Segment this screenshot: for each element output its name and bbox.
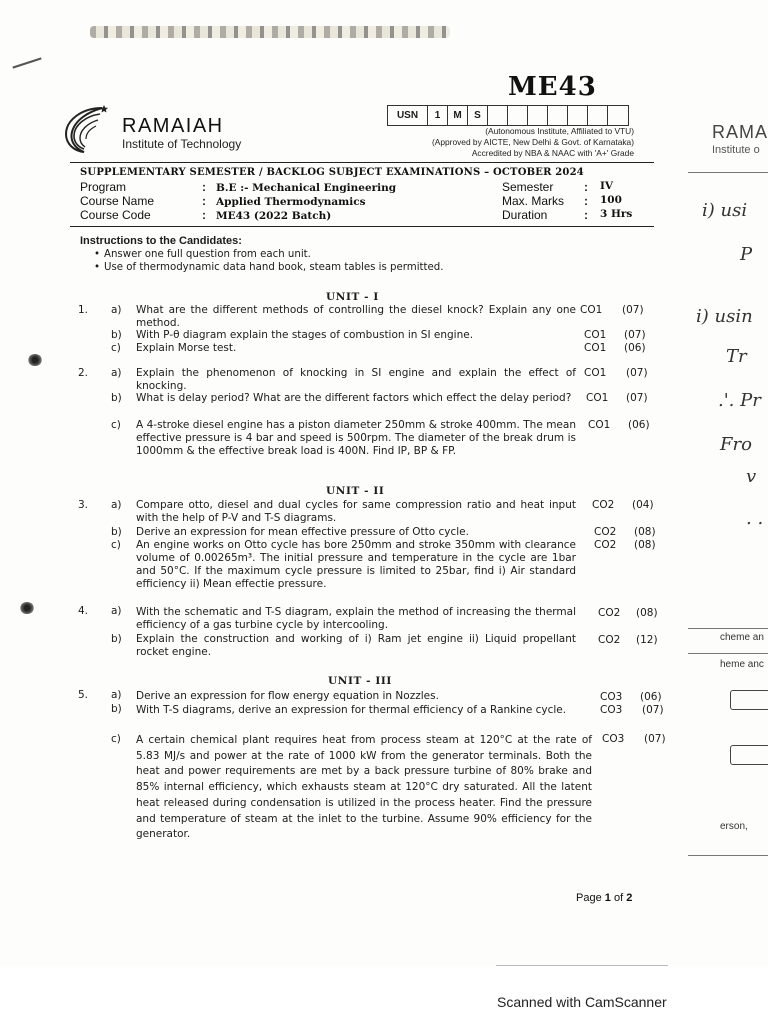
question-number: 1. — [78, 304, 89, 316]
usn-cell — [568, 106, 588, 125]
course-outcome: CO3 — [600, 704, 623, 716]
course-outcome: CO2 — [594, 539, 617, 551]
usn-cell — [508, 106, 528, 125]
part-label: a) — [111, 304, 122, 316]
course-outcome: CO1 — [584, 342, 607, 354]
institute-subtitle: Institute of Technology — [122, 137, 242, 151]
course-outcome: CO2 — [598, 634, 621, 646]
page-number — [576, 892, 632, 904]
question-text: Explain the phenomenon of knocking in SI engine and explain the effect of knocking. — [136, 367, 576, 392]
bleed-handwriting: Tr — [726, 346, 747, 367]
scanner-watermark: Scanned with CamScanner — [497, 994, 667, 1010]
marks: (07) — [642, 704, 664, 716]
colon: : — [584, 180, 588, 194]
marks: (06) — [624, 342, 646, 354]
instructions-heading: Instructions to the Candidates: — [80, 235, 242, 247]
page-label: Page — [576, 892, 602, 904]
bleed-fragment: cheme an — [720, 632, 764, 643]
bleed-handwriting: . . — [746, 508, 764, 529]
marks: (06) — [628, 419, 650, 431]
max-marks-label: Max. Marks — [502, 194, 565, 208]
ramaiah-logo-icon — [62, 104, 110, 154]
question-text: With T-S diagrams, derive an expression for thermal efficiency of a Rankine cycle. — [136, 704, 567, 716]
exam-title: SUPPLEMENTARY SEMESTER / BACKLOG SUBJECT EXAMINATIONS – OCTOBER 2024 — [80, 167, 584, 178]
question-number: 5. — [78, 689, 89, 701]
usn-box — [387, 105, 629, 126]
bleed-rule — [688, 172, 768, 173]
part-label: c) — [111, 539, 121, 551]
marks: (08) — [634, 526, 656, 538]
course-name-value: Applied Thermodynamics — [216, 196, 366, 208]
question-number: 3. — [78, 499, 89, 511]
part-label: c) — [111, 419, 121, 431]
question-text: A certain chemical plant requires heat from process steam at 120°C at the rate of 5.83 MJ/s and power at the rate of 1000 kW from the generator terminals. Both the heat and power requirements are met by a back pressure turbine of 80% brake and 85% internal efficiency, which exhausts steam at 120°C dry saturated. All the latent heat released during condensation is utilized in the process heater. Find the pressure and temperature of steam at the inlet to the turbine. Assume 90% efficiency for the generator. — [136, 734, 592, 841]
question-text: Compare otto, diesel and dual cycles for same compression ratio and heat input with the help of P-V and T-S diagrams. — [136, 499, 576, 524]
question-text: With P-θ diagram explain the stages of combustion in SI engine. — [136, 329, 474, 341]
usn-cell — [528, 106, 548, 125]
header-divider — [70, 162, 654, 163]
pen-mark — [12, 57, 41, 68]
marks: (07) — [626, 392, 648, 404]
marks: (12) — [636, 634, 658, 646]
bleed-rule — [688, 653, 768, 654]
colon: : — [584, 194, 588, 208]
next-page-bleed — [684, 0, 768, 980]
semester-value: IV — [600, 180, 614, 192]
bleed-logo-text: RAMA — [712, 122, 768, 142]
colon: : — [202, 180, 206, 194]
bleed-fragment: erson, — [720, 821, 748, 832]
course-code-label: Course Code — [80, 208, 151, 222]
bleed-handwriting: .'. Pr — [718, 390, 761, 411]
usn-cell — [548, 106, 568, 125]
accreditation-line: (Autonomous Institute, Affiliated to VTU) — [485, 126, 634, 136]
accreditation-line: (Approved by AICTE, New Delhi & Govt. of Karnataka) — [431, 137, 634, 147]
course-outcome: CO3 — [600, 691, 623, 703]
bleed-logo-subtitle: Institute o — [712, 144, 760, 156]
question-text: An engine works on Otto cycle has bore 250mm and stroke 350mm with clearance volume of 0.00265m³. The initial pressure and temperature in the cycle are 1bar and 50°C. If the maximum cycle pressure is limited to 25bar, find i) Air standard efficiency ii) Mean effectie pressure. — [136, 539, 576, 590]
marks: (04) — [632, 499, 654, 511]
page-total: 2 — [626, 892, 633, 904]
bleed-box — [730, 745, 768, 765]
marks: (07) — [626, 367, 648, 379]
course-code-large: ME43 — [508, 72, 597, 102]
instruction-item: • Use of thermodynamic data hand book, steam tables is permitted. — [104, 262, 444, 273]
part-label: c) — [111, 342, 121, 354]
question-text: Explain the construction and working of i) Ram jet engine ii) Liquid propellant rocket engine. — [136, 633, 576, 658]
usn-label: USN — [388, 106, 428, 125]
usn-cell: 1 — [428, 106, 448, 125]
program-label: Program — [80, 180, 127, 194]
marks: (06) — [640, 691, 662, 703]
usn-cell — [488, 106, 508, 125]
unit-heading: UNIT - II — [326, 485, 385, 497]
part-label: b) — [111, 703, 122, 715]
colon: : — [584, 208, 588, 222]
bleed-handwriting: Fro — [720, 434, 752, 455]
duration-label: Duration — [502, 208, 548, 222]
marks: (08) — [636, 607, 658, 619]
part-label: b) — [111, 392, 122, 404]
question-number: 2. — [78, 367, 89, 379]
question-text: Explain Morse test. — [136, 342, 237, 354]
punch-hole — [28, 354, 42, 366]
question-text: A 4-stroke diesel engine has a piston diameter 250mm & stroke 400mm. The mean effective pressure is 4 bar and speed is 500rpm. The diameter of the break drum is 1000mm & the effective break load is 400N. Find IP, BP & FP. — [136, 419, 576, 457]
question-text: What is delay period? What are the different factors which effect the delay period? — [136, 392, 572, 404]
bleed-handwriting: P — [740, 244, 753, 265]
course-outcome: CO2 — [598, 607, 621, 619]
course-code-value: ME43 (2022 Batch) — [216, 210, 332, 222]
marks: (08) — [634, 539, 656, 551]
question-text: With the schematic and T-S diagram, explain the method of increasing the thermal efficiency of a gas turbine cycle by intercooling. — [136, 606, 576, 631]
max-marks-value: 100 — [600, 194, 622, 206]
page-of: of — [613, 892, 624, 904]
course-outcome: CO2 — [594, 526, 617, 538]
accreditation-text — [402, 126, 634, 159]
question-text: Derive an expression for mean effective pressure of Otto cycle. — [136, 526, 469, 538]
part-label: a) — [111, 689, 122, 701]
bleed-fragment: heme anc — [720, 659, 764, 670]
question-text: Derive an expression for flow energy equation in Nozzles. — [136, 690, 439, 702]
bleed-rule — [688, 855, 768, 856]
part-label: a) — [111, 367, 122, 379]
part-label: b) — [111, 633, 122, 645]
semester-label: Semester — [502, 180, 554, 194]
course-name-label: Course Name — [80, 194, 155, 208]
bleed-handwriting: i) usi — [702, 200, 748, 221]
usn-cell: M — [448, 106, 468, 125]
colon: : — [202, 208, 206, 222]
bleed-handwriting: i) usin — [696, 306, 753, 327]
institute-name: RAMAIAH — [122, 115, 224, 137]
meta-divider — [70, 226, 654, 227]
punch-hole — [20, 602, 34, 614]
question-text: What are the different methods of controlling the diesel knock? Explain any one method. — [136, 304, 576, 329]
bleed-box — [730, 690, 768, 710]
program-value: B.E :- Mechanical Engineering — [216, 182, 397, 194]
marks: (07) — [622, 304, 644, 316]
torn-edge-strip — [90, 26, 450, 38]
part-label: a) — [111, 605, 122, 617]
bleed-handwriting: v — [746, 466, 757, 487]
part-label: b) — [111, 329, 122, 341]
course-outcome: CO1 — [588, 419, 611, 431]
course-outcome: CO1 — [584, 329, 607, 341]
marks: (07) — [644, 733, 666, 745]
duration-value: 3 Hrs — [600, 208, 633, 220]
marks: (07) — [624, 329, 646, 341]
unit-heading: UNIT - III — [328, 675, 392, 687]
part-label: a) — [111, 499, 122, 511]
unit-heading: UNIT - I — [326, 291, 379, 303]
usn-cell — [588, 106, 608, 125]
page-current: 1 — [604, 892, 611, 904]
colon: : — [202, 194, 206, 208]
accreditation-line: Accredited by NBA & NAAC with 'A+' Grade — [471, 148, 634, 158]
part-label: c) — [111, 733, 121, 745]
part-label: b) — [111, 526, 122, 538]
course-outcome: CO1 — [580, 304, 603, 316]
instruction-item: • Answer one full question from each unit. — [104, 249, 311, 260]
course-outcome: CO1 — [586, 392, 609, 404]
usn-cell: S — [468, 106, 488, 125]
course-outcome: CO3 — [602, 733, 625, 745]
question-number: 4. — [78, 605, 89, 617]
course-outcome: CO2 — [592, 499, 615, 511]
course-outcome: CO1 — [584, 367, 607, 379]
usn-cell — [608, 106, 628, 125]
bleed-rule — [688, 628, 768, 629]
